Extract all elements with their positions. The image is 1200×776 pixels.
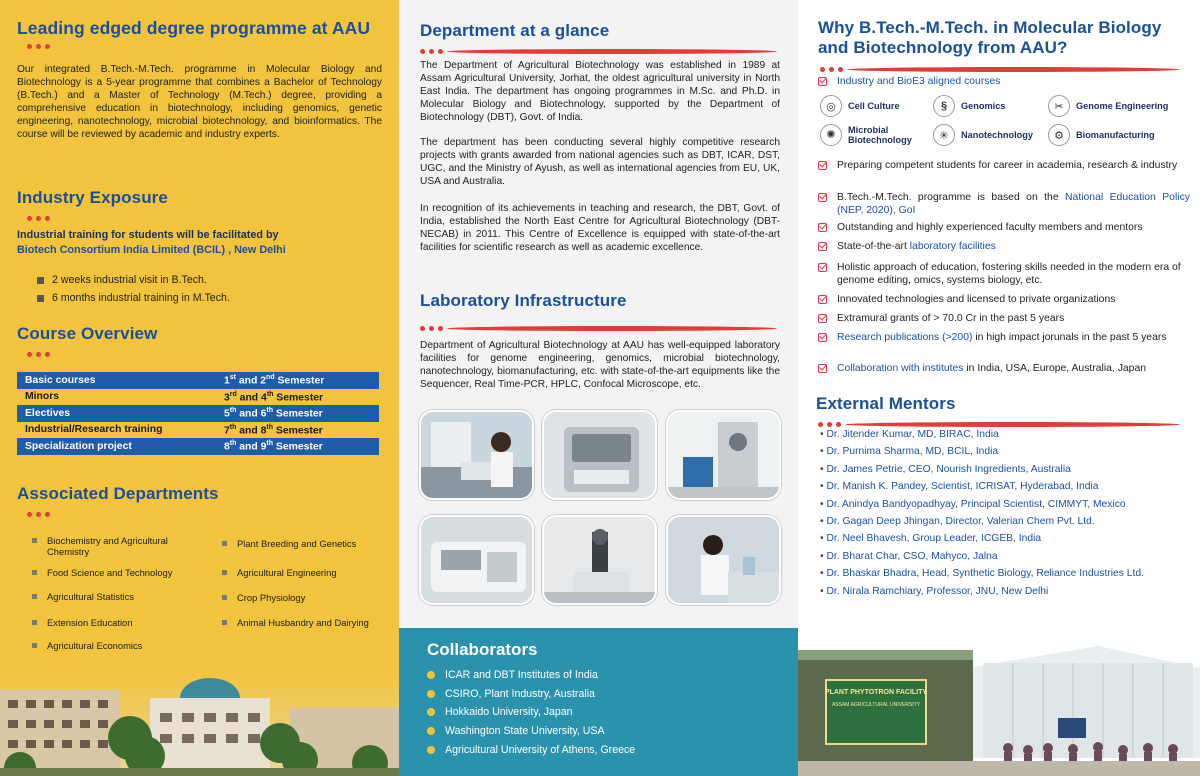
list-item: ICAR and DBT Institutes of India: [427, 666, 635, 685]
course-semester: 1st and 2nd Semester: [224, 374, 325, 387]
why-item: State-of-the-art laboratory facilities: [818, 241, 1190, 254]
why-item-aligned: Industry and BioE3 aligned courses: [818, 76, 1000, 89]
phytotron-photo: [798, 628, 1200, 776]
bullet-dot-icon: [427, 708, 435, 716]
title-dots: [27, 44, 50, 49]
mentor-item: • Dr. Anindya Bandyopadhyay, Principal Scientist, CIMMYT, Mexico: [820, 498, 1126, 510]
mentor-item: • Dr. Bhaskar Bhadra, Head, Synthetic Biology, Reliance Industries Ltd.: [820, 568, 1144, 580]
glance-paragraph-1: The Department of Agricultural Biotechnology was established in 1989 at Assam Agricultural University, Jorhat, the oldest agricultural university in North East India. The department has ongoing programmes in M.Sc. and Ph.D. in Molecular Biology and Biotechnology, supported by the Department of Biotechnology (DBT), Govt. of India.: [420, 60, 780, 124]
why-divider: [820, 67, 1180, 72]
check-icon: [818, 193, 827, 202]
course-name: Industrial/Research training: [25, 424, 163, 436]
panel-programme: [0, 0, 399, 776]
course-semester: 7th and 8th Semester: [224, 423, 323, 436]
facility-sign-title: PLANT PHYTOTRON FACILITY: [824, 689, 928, 696]
bullet-square-icon: [32, 594, 37, 599]
why-item: Innovated technologies and licensed to private organizations: [818, 294, 1190, 307]
dept-item: Agricultural Statistics: [32, 591, 192, 602]
course-name: Specialization project: [25, 440, 132, 452]
bullet-square-icon: [222, 570, 227, 575]
lab-paragraph: Department of Agricultural Biotechnology at AAU has well-equipped laboratory facilities for genome engineering, genomics, microbial biotechnology, nanotechnology, biomanufacturing, etc. with state-of-the-art equipments like the Sequencer, Real Time-PCR, HPLC, Confocal Microscope, etc.: [420, 340, 780, 391]
panel-department: [399, 0, 798, 776]
bullet-dot-icon: [427, 690, 435, 698]
factory-icon: ⚙: [1048, 124, 1070, 146]
collaborators-box: [399, 628, 798, 776]
table-row: [17, 405, 379, 422]
lab-photo-scientist: [666, 515, 781, 605]
lab-photo-pcr: [419, 515, 534, 605]
mentor-item: • Dr. Purnima Sharma, MD, BCIL, India: [820, 446, 999, 458]
lab-photo-sequencer: [542, 410, 657, 500]
area-nanotechnology: ✳ Nanotechnology: [933, 124, 1033, 146]
collab-title: Collaborators: [427, 640, 538, 659]
glance-divider: [420, 49, 777, 54]
dept-item: Animal Husbandry and Dairying: [222, 617, 392, 628]
lab-photo-researcher: [419, 410, 534, 500]
assoc-dots: [27, 512, 50, 517]
bullet-square-icon: [32, 570, 37, 575]
microbe-icon: ✺: [820, 124, 842, 146]
bullet-dot-icon: •: [820, 463, 827, 475]
check-icon: [818, 333, 827, 342]
course-name: Minors: [25, 391, 60, 403]
course-name: Basic courses: [25, 374, 96, 386]
course-title: Course Overview: [17, 324, 158, 343]
check-icon: [818, 242, 827, 251]
list-item: 6 months industrial training in M.Tech.: [37, 292, 230, 304]
list-item: Agricultural University of Athens, Greece: [427, 740, 635, 759]
bullet-dot-icon: [427, 746, 435, 754]
mentor-item: • Dr. Nirala Ramchiary, Professor, JNU, New Delhi: [820, 585, 1049, 597]
course-semester: 5th and 6th Semester: [224, 407, 323, 420]
bullet-dot-icon: •: [820, 585, 827, 597]
nano-icon: ✳: [933, 124, 955, 146]
check-icon: [818, 77, 827, 86]
course-semester: 8th and 9th Semester: [224, 440, 323, 453]
campus-photo: [0, 668, 399, 776]
bullet-dot-icon: •: [820, 516, 827, 527]
list-item: Hokkaido University, Japan: [427, 703, 635, 722]
mentor-item: • Dr. Neel Bhavesh, Group Leader, ICGEB, India: [820, 533, 1042, 545]
glance-paragraph-2: The department has been conducting several highly competitive research projects with grants awarded from national agencies such as DBT, ICAR, DST, UGC, and the Ministry of Ayush, as well as international agencies from EU, UK, USA and Australia.: [420, 137, 780, 188]
area-biomanufacturing: ⚙ Biomanufacturing: [1048, 124, 1155, 146]
assoc-title: Associated Departments: [17, 484, 219, 503]
mentor-item: • Dr. Jitender Kumar, MD, BIRAC, India: [820, 429, 999, 440]
mentor-item: • Dr. Gagan Deep Jhingan, Director, Valerian Chem Pvt. Ltd.: [820, 516, 1095, 527]
table-row: [17, 438, 379, 455]
bullet-dot-icon: •: [820, 498, 827, 510]
bullet-square-icon: [222, 595, 227, 600]
cell-icon: ◎: [820, 95, 842, 117]
why-item: Preparing competent students for career in academia, research & industry: [818, 160, 1190, 173]
dna-icon: §: [933, 95, 955, 117]
bullet-square-icon: [32, 538, 37, 543]
industry-line-2: Biotech Consortium India Limited (BCIL) , New Delhi: [17, 244, 286, 256]
glance-paragraph-3: In recognition of its achievements in teaching and research, the DBT, Govt. of India, established the North East Centre for Agricultural Biotechnology (DBT-NECAB) in 2011. This Centre of Excellence is equipped with state-of-the-art facilities for scientific research as well as academic excellence.: [420, 203, 780, 254]
lab-divider: [420, 326, 777, 331]
list-item: 2 weeks industrial visit in B.Tech.: [37, 274, 230, 286]
facility-sign-sub: ASSAM AGRICULTURAL UNIVERSITY: [831, 702, 921, 708]
bullet-square-icon: [32, 620, 37, 625]
bullet-dot-icon: •: [820, 533, 827, 545]
mentor-item: • Dr. James Petrie, CEO, Nourish Ingredients, Australia: [820, 463, 1071, 475]
table-row: [17, 389, 379, 406]
mentor-item: • Dr. Bharat Char, CSO, Mahyco, Jalna: [820, 550, 998, 562]
why-item: B.Tech.-M.Tech. programme is based on the National Education Policy (NEP, 2020), GoI: [818, 192, 1190, 217]
mentor-item: • Dr. Manish K. Pandey, Scientist, ICRISAT, Hyderabad, India: [820, 481, 1099, 493]
check-icon: [818, 314, 827, 323]
why-item: Extramural grants of > 70.0 Cr in the past 5 years: [818, 313, 1190, 326]
industry-title: Industry Exposure: [17, 188, 168, 207]
bullet-square-icon: [32, 643, 37, 648]
check-icon: [818, 263, 827, 272]
bullet-dot-icon: •: [820, 446, 827, 458]
why-item: Outstanding and highly experienced faculty members and mentors: [818, 222, 1190, 235]
dept-item: Extension Education: [32, 617, 192, 628]
table-row: [17, 372, 379, 389]
why-item: Holistic approach of education, fostering skills needed in the modern era of genome editing, omics, systems biology, etc.: [818, 262, 1190, 287]
dept-item: Food Science and Technology: [32, 567, 192, 578]
mentors-divider: [818, 422, 1180, 427]
bullet-dot-icon: •: [820, 481, 827, 493]
table-row: [17, 422, 379, 439]
dept-item: Crop Physiology: [222, 592, 392, 603]
course-semester: 3rd and 4th Semester: [224, 390, 324, 403]
area-genomics: § Genomics: [933, 95, 1005, 117]
dept-item: Plant Breeding and Genetics: [222, 538, 392, 549]
bullet-square-icon: [37, 295, 44, 302]
industry-list: [37, 274, 230, 310]
check-icon: [818, 364, 827, 373]
bullet-dot-icon: [427, 671, 435, 679]
list-item: CSIRO, Plant Industry, Australia: [427, 685, 635, 704]
programme-title: Leading edged degree programme at AAU: [17, 18, 371, 38]
lab-title: Laboratory Infrastructure: [420, 291, 627, 310]
industry-line-1: Industrial training for students will be facilitated by: [17, 229, 279, 241]
glance-title: Department at a glance: [420, 21, 610, 40]
course-name: Electives: [25, 407, 71, 419]
list-item: Washington State University, USA: [427, 722, 635, 741]
area-microbial: ✺ Microbial Biotechnology: [820, 124, 918, 146]
industry-intro: [17, 228, 286, 258]
why-item: Collaboration with institutes in India, USA, Europe, Australia, Japan: [818, 363, 1190, 376]
dept-item: Agricultural Engineering: [222, 567, 392, 578]
industry-dots: [27, 216, 50, 221]
collab-list: [427, 666, 635, 759]
mentors-title: External Mentors: [816, 394, 956, 413]
course-table: [17, 372, 379, 455]
why-title: Why B.Tech.-M.Tech. in Molecular Biology and Biotechnology from AAU?: [818, 18, 1162, 57]
dept-item: Agricultural Economics: [32, 640, 192, 651]
programme-intro: Our integrated B.Tech.-M.Tech. programme in Molecular Biology and Biotechnology is a 5-year programme that combines a Bachelor of Technology (B.Tech.) and a Master of Technology (M.Tech.) degree, providing a comprehensive education in biotechnology, including genomics, genetic engineering, nanotechnology, microbial biotechnology, and bioinformatics. The course will be reviewed by academic and industry experts.: [17, 64, 382, 141]
area-genome-engineering: ✂ Genome Engineering: [1048, 95, 1168, 117]
bullet-dot-icon: •: [820, 429, 827, 440]
bullet-square-icon: [222, 620, 227, 625]
lab-photo-hplc: [666, 410, 781, 500]
bullet-square-icon: [37, 277, 44, 284]
bullet-dot-icon: •: [820, 568, 827, 580]
check-icon: [818, 223, 827, 232]
why-item: Research publications (>200) in high impact jorunals in the past 5 years: [818, 332, 1190, 345]
gene-edit-icon: ✂: [1048, 95, 1070, 117]
bullet-square-icon: [222, 541, 227, 546]
course-dots: [27, 352, 50, 357]
bullet-dot-icon: •: [820, 550, 827, 562]
lab-photo-microscope: [542, 515, 657, 605]
dept-item: Biochemistry and Agricultural Chemistry: [32, 535, 192, 557]
panel-why: [798, 0, 1200, 776]
bullet-dot-icon: [427, 727, 435, 735]
area-cell-culture: ◎ Cell Culture: [820, 95, 900, 117]
check-icon: [818, 161, 827, 170]
check-icon: [818, 295, 827, 304]
